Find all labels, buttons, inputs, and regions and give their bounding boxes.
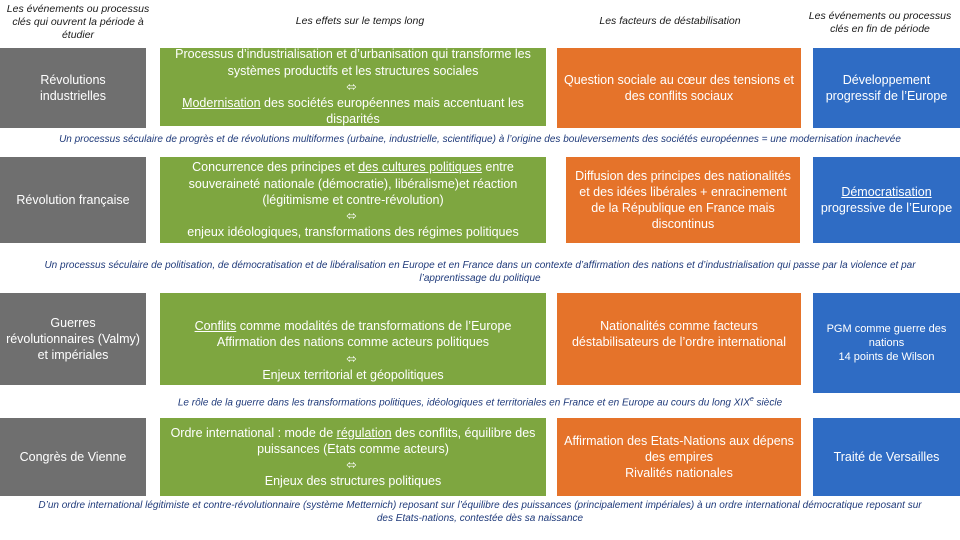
effects-post: des conflits, équilibre des puissances (Etats comme acteurs) — [257, 425, 536, 456]
double-arrow-icon: ⬄ — [346, 351, 357, 366]
event-label: Révolution française — [16, 192, 130, 207]
effects-text — [166, 159, 540, 240]
double-arrow-icon: ⬄ — [346, 209, 357, 224]
end-rest: progressive de l’Europe — [820, 201, 953, 215]
effects-box-industrialisation — [160, 48, 546, 126]
effects-line1 — [195, 318, 512, 334]
header-col1: Les événements ou processus clés qui ouvrent la période à étudier — [6, 3, 150, 42]
end-underlined-term: Démocratisation — [841, 184, 932, 199]
effects-arrow-text: Enjeux territorial et géopolitiques — [262, 367, 444, 382]
end-box-europe-development — [813, 48, 960, 128]
factors-line1: Affirmation des Etats-Nations aux dépens des empires — [564, 433, 794, 464]
factors-box-social-question — [557, 48, 801, 128]
effects-arrow-line — [166, 208, 540, 241]
end-box-ww1-wilson — [813, 293, 960, 393]
note-pre: Le rôle de la guerre dans les transformations politiques, idéologiques et territoriales en France et en Europe au cours du long XIX — [177, 397, 750, 409]
row-note-2: Un processus séculaire de politisation, de démocratisation et de libéralisation en Europe et en France dans un contexte d’affirmation des nations et d’industrialisation qui passe par la violence et par l’apprentissage du politique — [44, 260, 916, 284]
double-arrow-icon: ⬄ — [346, 458, 357, 472]
end-line1: PGM comme guerre des nations — [826, 322, 947, 349]
end-label: Traité de Versailles — [833, 449, 940, 464]
end-box-treaty-of-versailles — [813, 418, 960, 496]
effects-text — [166, 425, 540, 490]
row-note-4: D’un ordre international légitimiste et contre-révolutionnaire (système Metternich) reposant sur l’équilibre des puissances (principalement impériales) à un ordre international démocratique reposant sur des Etats-nations, contestée dès sa naissance — [38, 500, 922, 524]
effects-post: comme modalités de transformations de l’Europe — [236, 319, 512, 333]
effects-box-international-order — [160, 418, 546, 496]
event-box-industrial-revolutions — [0, 48, 146, 128]
event-label: Révolutions industrielles — [39, 72, 106, 103]
factors-label: Question sociale au cœur des tensions et des conflits sociaux — [564, 72, 794, 103]
note-sup: e — [749, 396, 754, 403]
factors-box-nationalities-destabilising — [557, 293, 801, 385]
note-post: siècle — [753, 397, 783, 409]
event-label: Congrès de Vienne — [19, 449, 127, 464]
event-label: Guerres révolutionnaires (Valmy) et impériales — [6, 315, 140, 363]
end-line2: 14 points de Wilson — [838, 351, 935, 364]
event-box-congress-of-vienna — [0, 418, 146, 496]
event-box-french-revolution — [0, 157, 146, 243]
effects-arrow-text: Enjeux des structures politiques — [264, 474, 442, 489]
factors-box-nationalities — [566, 157, 800, 243]
header-col3: Les facteurs de déstabilisation — [599, 15, 741, 27]
header-col4: Les événements ou processus clés en fin de période — [808, 10, 952, 36]
effects-line1: Processus d’industrialisation et d’urbanisation qui transforme les systèmes productifs et les structures sociales — [175, 47, 531, 78]
effects-arrow-text: enjeux idéologiques, transformations des régimes politiques — [187, 225, 519, 240]
row-note-3 — [100, 395, 860, 409]
effects-line2: Affirmation des nations comme acteurs politiques — [216, 335, 490, 350]
header-col2: Les effets sur le temps long — [295, 15, 425, 27]
effects-pre: Concurrence des principes et — [192, 160, 359, 175]
effects-text — [195, 318, 512, 383]
effects-rest: des sociétés européennes mais accentuant les disparités — [260, 96, 524, 127]
end-label — [819, 322, 954, 365]
factors-label: Diffusion des principes des nationalités et des idées libérales + enracinement de la République en France mais discontinus — [575, 168, 791, 232]
row-note-1: Un processus séculaire de progrès et de révolutions multiformes (urbaine, industrielle, scientifique) à l’origine des bouleversements des sociétés européennes = une modernisation inachevée — [59, 134, 901, 145]
effects-arrow-line — [195, 351, 512, 384]
factors-line2: Rivalités nationales — [625, 466, 733, 481]
effects-arrow-line — [166, 457, 540, 490]
effects-box-conflicts — [160, 293, 546, 385]
effects-pre: Ordre international : mode de — [170, 425, 337, 440]
effects-underlined-term: régulation — [336, 425, 392, 440]
effects-text — [166, 46, 540, 127]
effects-post: entre souveraineté nationale (démocratie), libéralisme)et réaction (légitimisme et contre-révolution) — [188, 160, 518, 207]
effects-underlined-term: des cultures politiques — [358, 160, 482, 175]
effects-underlined-term: Conflits — [194, 319, 237, 333]
factors-label: Nationalités comme facteurs déstabilisateurs de l’ordre international — [571, 319, 786, 350]
end-label: Développement progressif de l’Europe — [825, 72, 948, 103]
end-label — [821, 184, 952, 217]
double-arrow-icon: ⬄ — [346, 79, 357, 94]
factors-box-nation-states — [557, 418, 801, 496]
effects-line2 — [166, 79, 540, 127]
event-box-revolutionary-wars — [0, 293, 146, 385]
factors-label — [563, 433, 795, 482]
effects-box-political-cultures — [160, 157, 546, 243]
end-box-democratisation — [813, 157, 960, 243]
effects-underlined-term: Modernisation — [182, 96, 261, 111]
